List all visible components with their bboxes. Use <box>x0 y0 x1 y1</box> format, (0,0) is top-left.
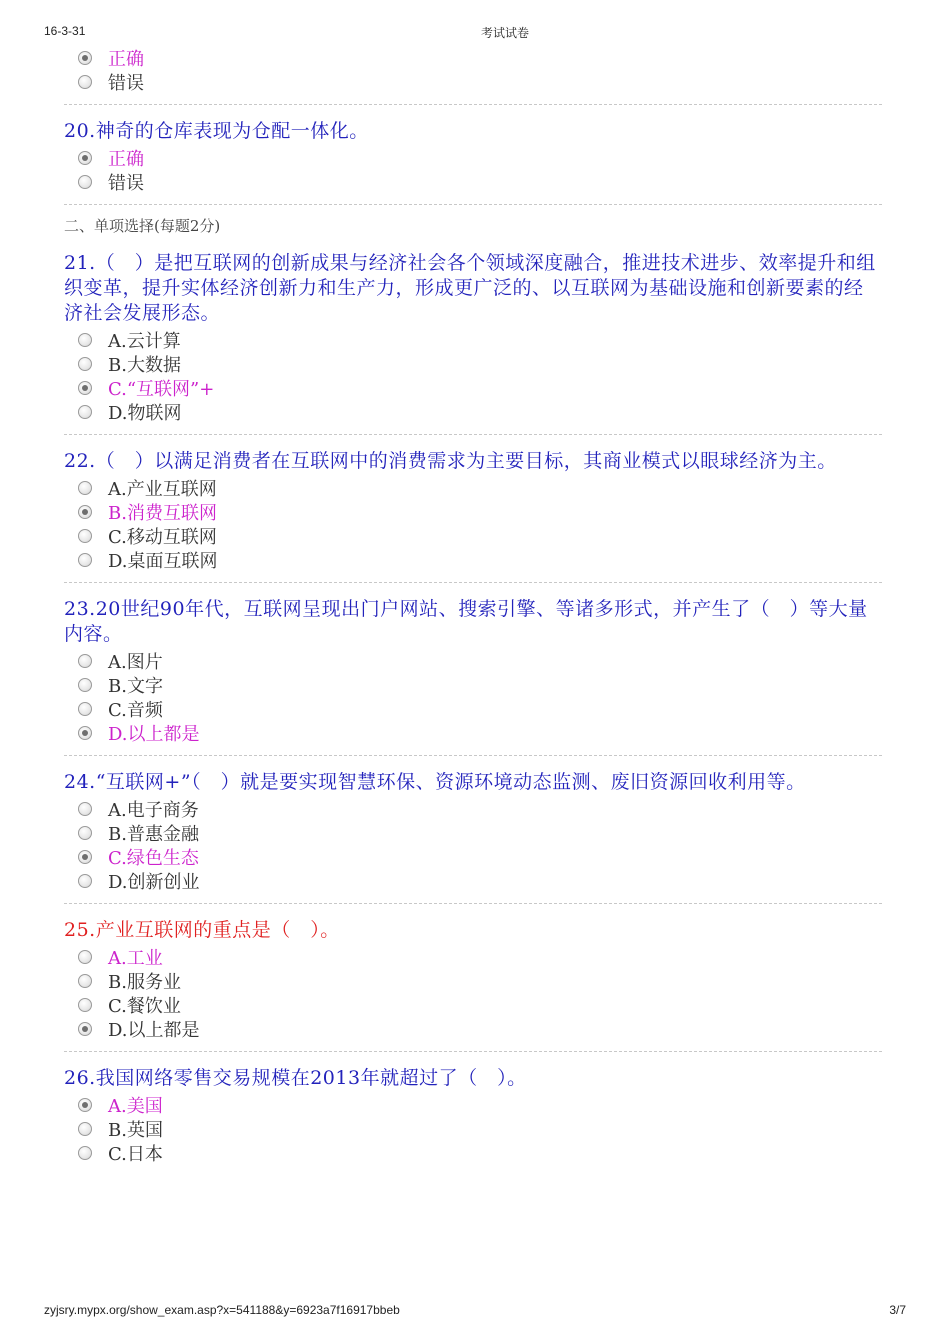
radio-unchecked-icon[interactable] <box>78 1146 92 1160</box>
radio-unchecked-icon[interactable] <box>78 481 92 495</box>
option-row[interactable] <box>64 352 882 376</box>
radio-unchecked-icon[interactable] <box>78 75 92 89</box>
page-url: zyjsry.mypx.org/show_exam.asp?x=541188&y=6923a7f16917bbeb <box>44 1303 400 1317</box>
print-header <box>0 24 950 42</box>
radio-checked-icon[interactable] <box>78 850 92 864</box>
option-row[interactable] <box>64 70 882 94</box>
option-label: B.服务业 <box>108 972 181 993</box>
radio-checked-icon[interactable] <box>78 381 92 395</box>
option-label: D.桌面互联网 <box>108 551 218 572</box>
option-label: A.电子商务 <box>108 800 199 821</box>
option-row[interactable] <box>64 697 882 721</box>
top-options <box>64 46 882 94</box>
option-label: C.日本 <box>108 1144 163 1165</box>
question-q23 <box>64 597 882 745</box>
question-q24 <box>64 770 882 893</box>
question-list <box>64 119 882 1165</box>
dashed-divider <box>64 434 882 435</box>
question-q21 <box>64 251 882 424</box>
radio-unchecked-icon[interactable] <box>78 654 92 668</box>
radio-checked-icon[interactable] <box>78 151 92 165</box>
option-row[interactable] <box>64 146 882 170</box>
option-label: B.普惠金融 <box>108 824 199 845</box>
option-row[interactable] <box>64 1093 882 1117</box>
radio-unchecked-icon[interactable] <box>78 678 92 692</box>
radio-unchecked-icon[interactable] <box>78 175 92 189</box>
question-text: 26.我国网络零售交易规模在2013年就超过了（ ）。 <box>64 1067 527 1089</box>
radio-checked-icon[interactable] <box>78 1098 92 1112</box>
option-label: A.云计算 <box>108 331 181 352</box>
radio-unchecked-icon[interactable] <box>78 874 92 888</box>
option-label: B.文字 <box>108 676 163 697</box>
option-label: 正确 <box>108 149 144 170</box>
exam-content <box>64 46 882 1165</box>
option-row[interactable] <box>64 845 882 869</box>
section-title: 二、单项选择(每题2分) <box>64 217 221 235</box>
radio-checked-icon[interactable] <box>78 505 92 519</box>
dashed-divider <box>64 104 882 105</box>
option-row[interactable] <box>64 649 882 673</box>
radio-unchecked-icon[interactable] <box>78 529 92 543</box>
option-row[interactable] <box>64 1141 882 1165</box>
radio-unchecked-icon[interactable] <box>78 333 92 347</box>
question-text: 25.产业互联网的重点是（ ）。 <box>64 919 340 941</box>
option-label: A.工业 <box>108 948 163 969</box>
option-row[interactable] <box>64 46 882 70</box>
radio-checked-icon[interactable] <box>78 726 92 740</box>
option-label: C.绿色生态 <box>108 848 199 869</box>
option-label: A.美国 <box>108 1096 163 1117</box>
radio-unchecked-icon[interactable] <box>78 974 92 988</box>
dashed-divider <box>64 755 882 756</box>
radio-unchecked-icon[interactable] <box>78 553 92 567</box>
option-row[interactable] <box>64 869 882 893</box>
radio-checked-icon[interactable] <box>78 1022 92 1036</box>
question-q20 <box>64 119 882 194</box>
question-text: 22.（ ）以满足消费者在互联网中的消费需求为主要目标，其商业模式以眼球经济为主。 <box>64 450 837 472</box>
option-label: B.英国 <box>108 1120 163 1141</box>
option-row[interactable] <box>64 524 882 548</box>
option-row[interactable] <box>64 797 882 821</box>
option-label: 错误 <box>108 173 144 194</box>
question-text: 23.20世纪90年代，互联网呈现出门户网站、搜索引擎、等诸多形式，并产生了（ ）等大量内容。 <box>64 598 868 645</box>
radio-unchecked-icon[interactable] <box>78 702 92 716</box>
dashed-divider <box>64 903 882 904</box>
option-label: B.大数据 <box>108 355 181 376</box>
page-number: 3/7 <box>889 1303 906 1317</box>
question-text: 24.“互联网+”（ ）就是要实现智慧环保、资源环境动态监测、废旧资源回收利用等。 <box>64 771 806 793</box>
dashed-divider <box>64 204 882 205</box>
option-label: C.“互联网”+ <box>108 379 215 400</box>
question-q25 <box>64 918 882 1041</box>
option-label: B.消费互联网 <box>108 503 217 524</box>
radio-checked-icon[interactable] <box>78 51 92 65</box>
option-label: A.图片 <box>108 652 163 673</box>
option-row[interactable] <box>64 170 882 194</box>
option-label: D.以上都是 <box>108 1020 200 1041</box>
option-row[interactable] <box>64 821 882 845</box>
dashed-divider <box>64 582 882 583</box>
option-row[interactable] <box>64 400 882 424</box>
question-text: 21.（ ）是把互联网的创新成果与经济社会各个领域深度融合，推进技术进步、效率提升和组织变革，提升实体经济创新力和生产力，形成更广泛的、以互联网为基础设施和创新要素的经济社会发展形态。 <box>64 252 876 324</box>
print-date: 16-3-31 <box>44 24 86 38</box>
option-label: D.创新创业 <box>108 872 200 893</box>
radio-unchecked-icon[interactable] <box>78 826 92 840</box>
radio-unchecked-icon[interactable] <box>78 1122 92 1136</box>
question-q26 <box>64 1066 882 1165</box>
option-row[interactable] <box>64 721 882 745</box>
option-label: 错误 <box>108 73 144 94</box>
print-title: 考试试卷 <box>480 26 529 40</box>
option-row[interactable] <box>64 1017 882 1041</box>
option-row[interactable] <box>64 1117 882 1141</box>
question-text: 20.神奇的仓库表现为仓配一体化。 <box>64 120 369 142</box>
option-label: C.音频 <box>108 700 163 721</box>
option-row[interactable] <box>64 500 882 524</box>
radio-unchecked-icon[interactable] <box>78 357 92 371</box>
radio-unchecked-icon[interactable] <box>78 998 92 1012</box>
question-q22 <box>64 449 882 572</box>
option-row[interactable] <box>64 476 882 500</box>
option-row[interactable] <box>64 969 882 993</box>
radio-unchecked-icon[interactable] <box>78 950 92 964</box>
option-label: D.物联网 <box>108 403 182 424</box>
option-label: D.以上都是 <box>108 724 200 745</box>
option-row[interactable] <box>64 945 882 969</box>
option-label: 正确 <box>108 49 144 70</box>
option-label: C.餐饮业 <box>108 996 181 1017</box>
option-label: C.移动互联网 <box>108 527 217 548</box>
option-row[interactable] <box>64 328 882 352</box>
option-row[interactable] <box>64 548 882 572</box>
option-row[interactable] <box>64 993 882 1017</box>
print-footer <box>0 1303 950 1321</box>
radio-unchecked-icon[interactable] <box>78 802 92 816</box>
option-label: A.产业互联网 <box>108 479 217 500</box>
option-row[interactable] <box>64 673 882 697</box>
radio-unchecked-icon[interactable] <box>78 405 92 419</box>
dashed-divider <box>64 1051 882 1052</box>
option-row[interactable] <box>64 376 882 400</box>
